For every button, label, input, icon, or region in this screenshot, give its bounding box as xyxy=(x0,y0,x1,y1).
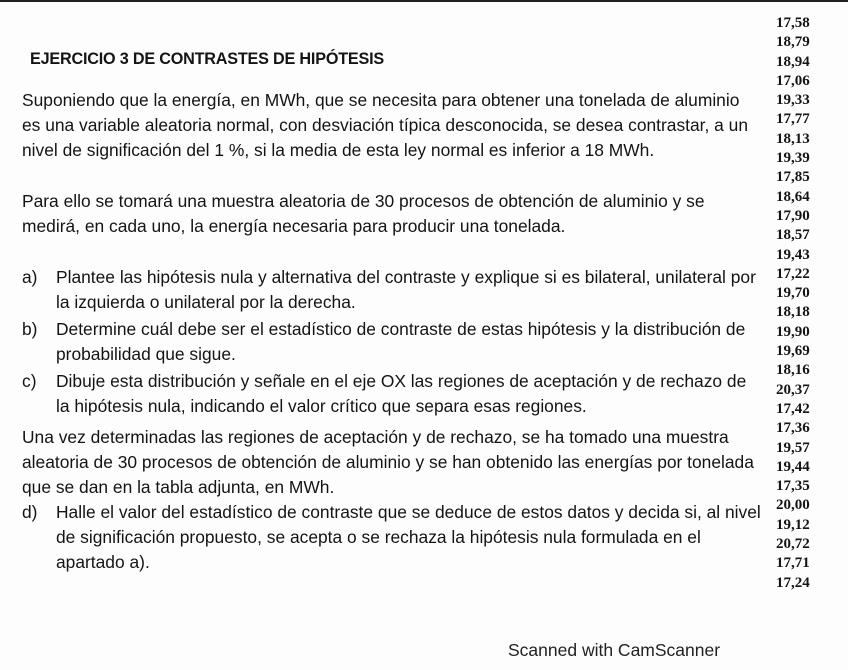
scanner-watermark: Scanned with CamScanner xyxy=(508,640,721,660)
question-a-text: Plantee las hipótesis nula y alternativa del contraste y explique si es bilateral, unilateral por la izquierda o unilateral por la derecha. xyxy=(56,267,756,312)
data-value: 17,06 xyxy=(776,72,810,89)
question-b xyxy=(22,317,762,367)
data-value: 17,24 xyxy=(776,574,810,591)
question-d-text: Halle el valor del estadístico de contraste que se deduce de estos datos y decida si, al nivel de significación propuesto, se acepta o se rechaza la hipótesis nula formulada en el apartado a). xyxy=(56,502,761,572)
data-value: 18,64 xyxy=(776,188,810,205)
data-value: 17,58 xyxy=(776,15,810,31)
question-b-label: b) xyxy=(22,319,38,339)
data-value: 19,12 xyxy=(776,516,810,533)
question-d-label: d) xyxy=(22,502,38,522)
sample-paragraph: Una vez determinadas las regiones de aceptación y de rechazo, se ha tomado una muestra aleatoria de 30 procesos de obtención de aluminio y se han obtenido las energías por tonelada que se dan en la tabla adjunta, en MWh. xyxy=(22,427,754,497)
data-value: 17,35 xyxy=(776,478,810,495)
intro-paragraph: Suponiendo que la energía, en MWh, que se necesita para obtener una tonelada de aluminio es una variable aleatoria normal, con desviación típica desconocida, se desea contrastar, a un nivel de significación del 1 %, si la media de esta ley normal es inferior a 18 MWh. xyxy=(22,90,749,160)
data-value: 19,69 xyxy=(776,343,810,360)
data-value: 19,33 xyxy=(776,92,810,109)
data-value: 18,57 xyxy=(776,227,810,244)
data-value: 17,71 xyxy=(776,555,810,572)
question-d xyxy=(22,500,762,575)
data-value: 17,90 xyxy=(776,207,810,224)
data-value: 19,43 xyxy=(776,246,810,263)
data-value: 18,13 xyxy=(776,130,810,147)
question-c xyxy=(22,369,762,419)
data-value: 18,94 xyxy=(776,53,810,70)
data-value: 19,39 xyxy=(776,150,810,167)
method-paragraph: Para ello se tomará una muestra aleatoria de 30 procesos de obtención de aluminio y se medirá, en cada uno, la energía necesaria para producir una tonelada. xyxy=(22,191,705,236)
data-value: 18,79 xyxy=(776,34,810,51)
question-c-text: Dibuje esta distribución y señale en el eje OX las regiones de aceptación y de rechazo de la hipótesis nula, indicando el valor crítico que separa esas regiones. xyxy=(56,371,747,416)
data-value: 17,36 xyxy=(776,420,810,437)
data-value: 19,70 xyxy=(776,285,810,302)
data-value: 20,72 xyxy=(776,536,810,553)
question-a xyxy=(22,265,762,315)
data-value: 17,85 xyxy=(776,169,810,186)
data-value: 19,90 xyxy=(776,323,810,340)
data-value: 19,57 xyxy=(776,439,810,456)
question-b-text: Determine cuál debe ser el estadístico de contraste de estas hipótesis y la distribución de probabilidad que sigue. xyxy=(56,319,746,364)
data-value: 19,44 xyxy=(776,458,810,475)
question-c-label: c) xyxy=(22,371,37,391)
data-value: 17,22 xyxy=(776,265,810,282)
data-value: 18,16 xyxy=(776,362,810,379)
sample-data-table xyxy=(776,14,826,593)
top-border xyxy=(0,0,848,2)
data-value: 20,37 xyxy=(776,381,810,398)
data-value: 18,18 xyxy=(776,304,810,321)
data-value: 17,77 xyxy=(776,111,810,128)
data-value: 17,42 xyxy=(776,400,810,417)
question-a-label: a) xyxy=(22,267,38,287)
data-value: 20,00 xyxy=(776,497,810,514)
exercise-title: EJERCICIO 3 DE CONTRASTES DE HIPÓTESIS xyxy=(30,50,384,68)
